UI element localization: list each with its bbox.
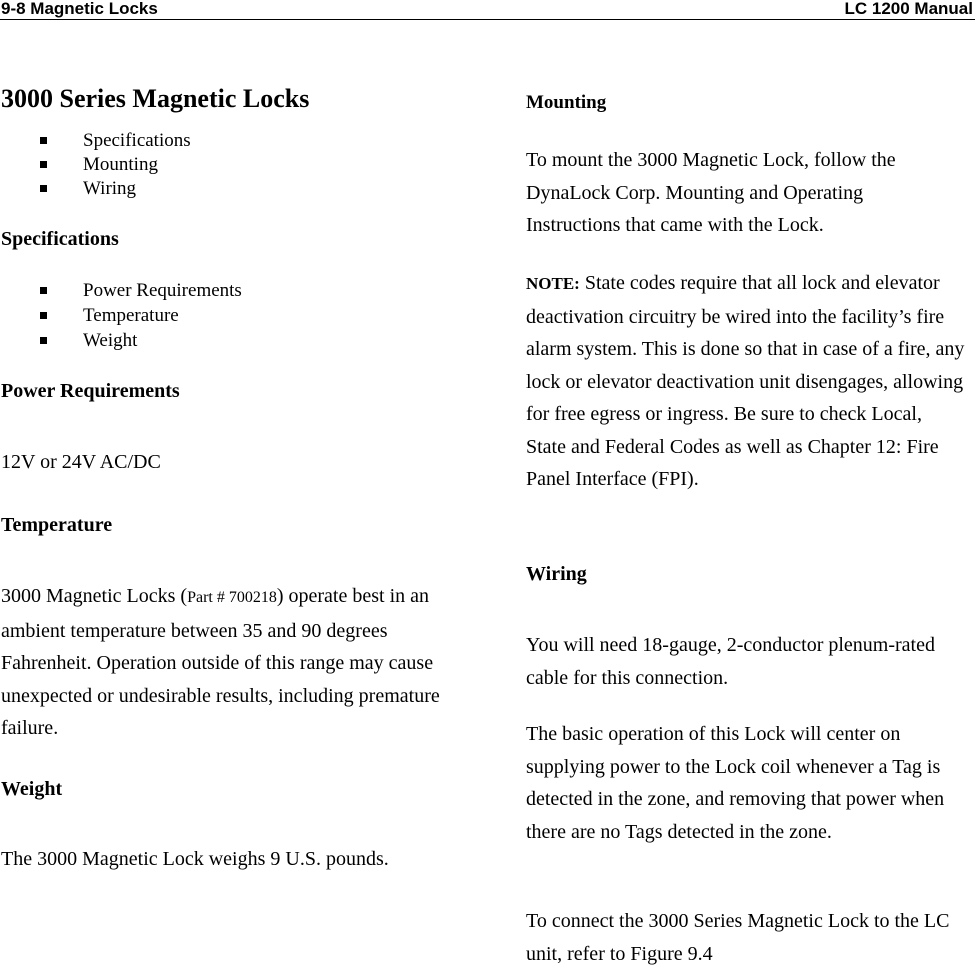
power-requirements-text: 12V or 24V AC/DC [1,451,161,473]
mounting-heading: Mounting [526,92,607,113]
list-item: Power Requirements [0,279,242,304]
wiring-text-cable: You will need 18-gauge, 2-conductor plenum-rated cable for this connection. [526,634,935,689]
bullet-icon [40,337,47,344]
list-item: Mounting [0,153,191,177]
bullet-icon [40,161,47,168]
note-label: NOTE: [526,274,580,293]
weight-text: The 3000 Magnetic Lock weighs 9 U.S. pounds. [1,848,389,870]
part-number: Part # 700218 [187,589,277,606]
note-text: NOTE: State codes require that all lock and elevator deactivation circuitry be wired into the facility’s fire alarm system. This is done so that in case of a fire, any lock or elevator deactivation unit disengages, allowing for free egress or ingress. Be sure to check Local, State and Federal Codes as well as Chapter 12: Fire Panel Interface (FPI). [526,272,965,490]
list-item: Weight [0,329,242,354]
wiring-text-operation: The basic operation of this Lock will center on supplying power to the Lock coil whenever a Tag is detected in the zone, and removing that power when there are no Tags detected in the zone. [526,723,945,843]
wiring-text-connect: To connect the 3000 Series Magnetic Lock to the LC unit, refer to Figure 9.4 [526,910,950,965]
spec-list [0,279,242,354]
list-item: Specifications [0,129,191,153]
bullet-icon [40,287,47,294]
header-manual-title: LC 1200 Manual [844,0,973,18]
specifications-heading: Specifications [1,228,119,250]
list-item: Wiring [0,177,191,201]
temperature-heading: Temperature [1,514,113,536]
mounting-text: To mount the 3000 Magnetic Lock, follow the DynaLock Corp. Mounting and Operating Instructions that came with the Lock. [526,149,896,236]
toc-list [0,129,191,201]
header-section-title: 9-8 Magnetic Locks [1,0,158,18]
bullet-icon [40,312,47,319]
bullet-icon [40,185,47,192]
bullet-icon [40,137,47,144]
page-title: 3000 Series Magnetic Locks [1,84,310,113]
power-requirements-heading: Power Requirements [1,380,180,402]
list-item: Temperature [0,304,242,329]
wiring-heading: Wiring [526,563,587,585]
page-header [0,0,975,20]
temperature-text: 3000 Magnetic Locks (Part # 700218) operate best in an ambient temperature between 35 and 90 degrees Fahrenheit. Operation outside of this range may cause unexpected or undesirable results, including premature failure. [1,585,440,739]
weight-heading: Weight [1,778,63,800]
